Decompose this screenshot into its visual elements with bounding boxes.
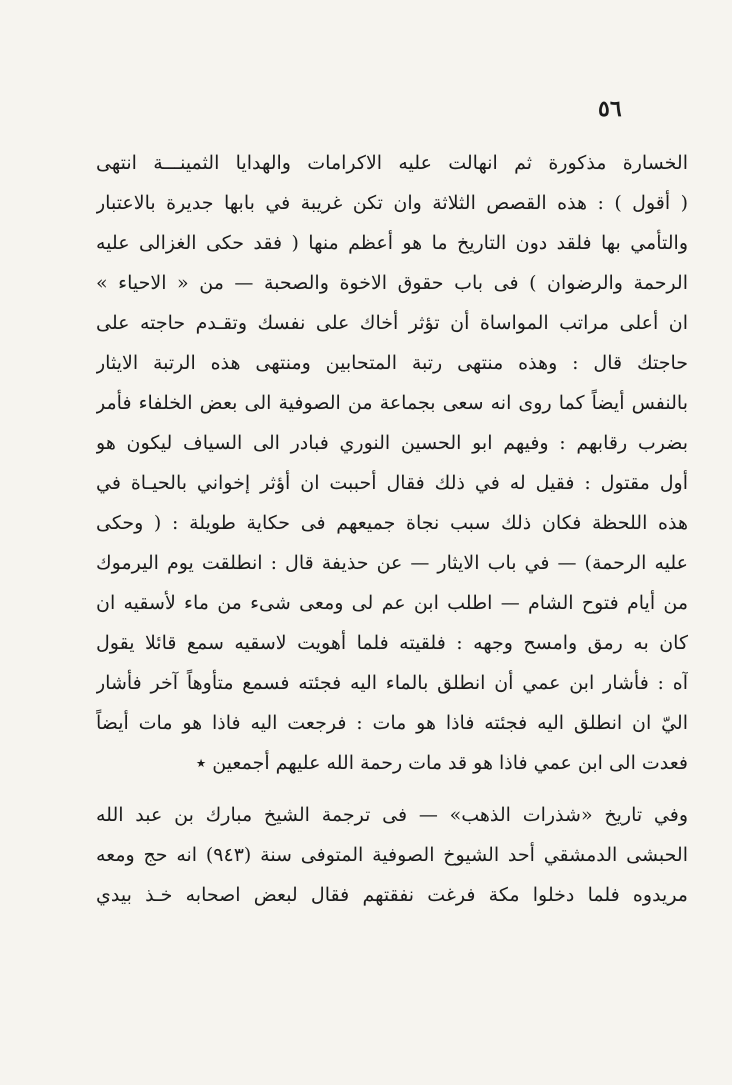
text-line: بضرب رقابهم : وفيهم ابو الحسين النوري فبادر الى السياف ليكون هو (96, 432, 688, 454)
text-line: كان به رمق وامسح وجهه : فلقيته فلما أهويت لاسقيه سمع قائلا يقول (96, 632, 688, 654)
text-line: بالنفس أيضاً كما روى انه سعى بجماعة من الصوفية الى بعض الخلفاء فأمر (96, 392, 688, 414)
text-line: أول مقتول : فقيل له في ذلك فقال أحببت ان أؤثر إخواني بالحيـاة في (96, 472, 688, 494)
text-line: اليّ ان انطلق اليه فجئته فاذا هو مات : فرجعت اليه فاذا هو مات أيضاً (96, 712, 688, 734)
text-line: فعدت الى ابن عمي فاذا هو قد مات رحمة الله عليهم أجمعين ٭ (195, 752, 688, 774)
text-line: عليه الرحمة) — في باب الايثار — عن حذيفة قال : انطلقت يوم اليرموك (96, 552, 688, 574)
text-line: الخسارة مذكورة ثم انهالت عليه الاكرامات والهدايا الثمينـــة انتهى (96, 152, 688, 174)
paragraph-gap (96, 783, 688, 795)
body-text (96, 143, 688, 915)
page-number: ٥٦ (598, 96, 622, 122)
text-line: الرحمة والرضوان ) فى باب حقوق الاخوة والصحبة — من « الاحياء » (96, 272, 688, 294)
text-line: والتأمي بها فلقد دون التاريخ ما هو أعظم منها ( فقد حكى الغزالى عليه (96, 232, 688, 254)
text-line: ان أعلى مراتب المواساة أن تؤثر أخاك على نفسك وتقـدم حاجته على (96, 312, 688, 334)
text-line: الحبشى الدمشقي أحد الشيوخ الصوفية المتوفى سنة (٩٤٣) انه حج ومعه (96, 844, 688, 866)
text-line: حاجتك قال : وهذه منتهى رتبة المتحابين ومنتهى هذه الرتبة الايثار (96, 352, 688, 374)
text-line: ( أقول ) : هذه القصص الثلاثة وان تكن غريبة في بابها جديرة بالاعتبار (96, 192, 688, 214)
text-line: هذه اللحظة فكان ذلك سبب نجاة جميعهم فى حكاية طويلة : ( وحكى (96, 512, 688, 534)
text-line: من أيام فتوح الشام — اطلب ابن عم لى ومعى شىء من ماء لأسقيه ان (96, 592, 688, 614)
text-line: آه : فأشار ابن عمي أن انطلق بالماء اليه فجئته فسمع متأوهاً آخر فأشار (96, 672, 688, 694)
text-line: وفي تاريخ «شذرات الذهب» — فى ترجمة الشيخ مبارك بن عبد الله (96, 804, 688, 826)
text-line: مريدوه فلما دخلوا مكة فرغت نفقتهم فقال لبعض اصحابه خـذ بيدي (96, 884, 688, 906)
